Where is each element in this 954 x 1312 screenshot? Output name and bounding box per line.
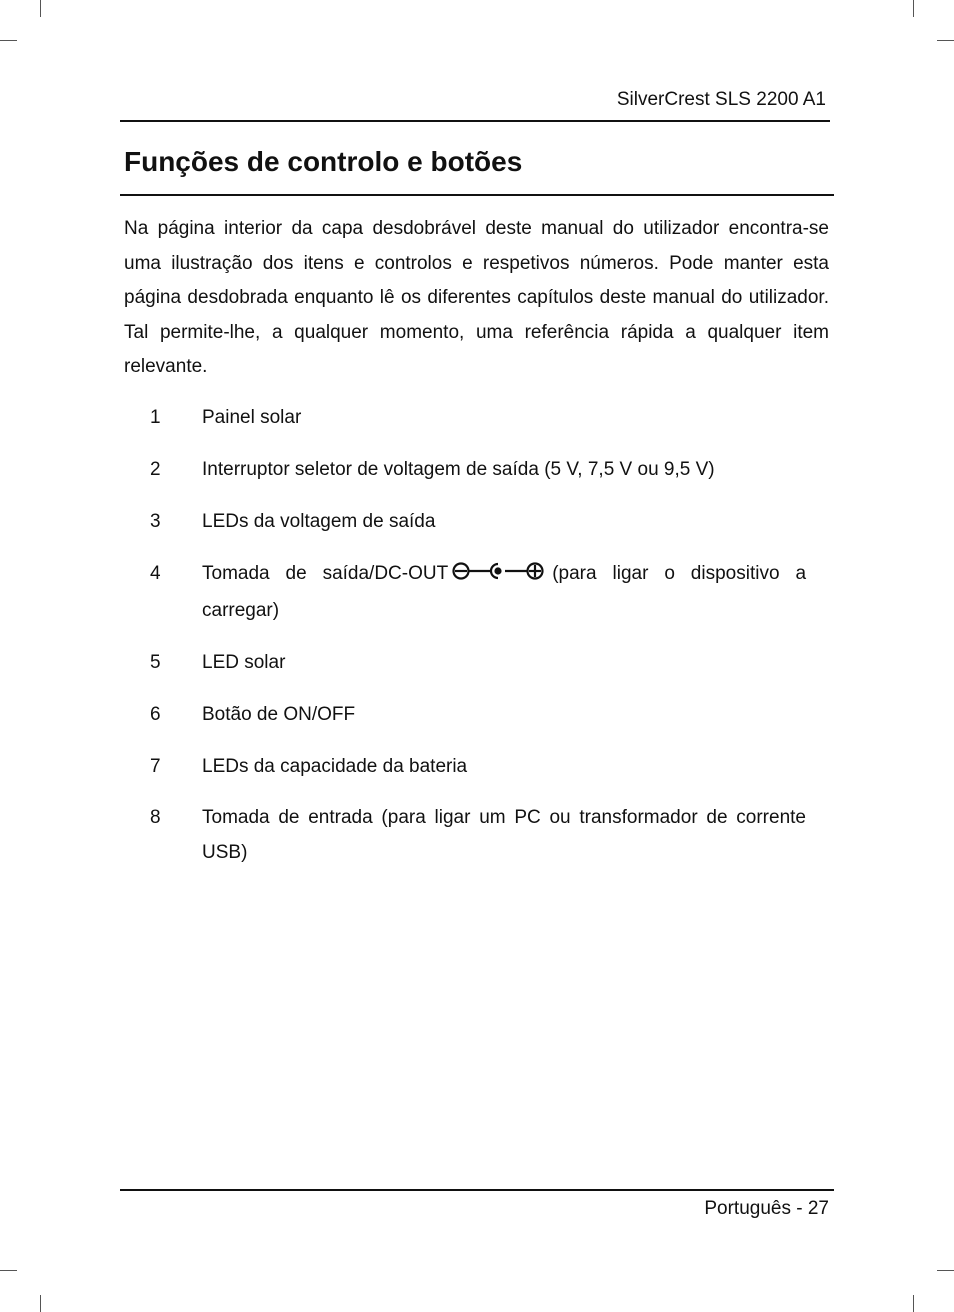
controls-list bbox=[124, 401, 806, 888]
crop-mark bbox=[40, 0, 41, 17]
section-title: Funções de controlo e botões bbox=[124, 146, 523, 177]
crop-mark bbox=[937, 40, 954, 41]
list-item bbox=[124, 750, 806, 785]
item-number: 1 bbox=[150, 407, 161, 428]
crop-mark bbox=[913, 0, 914, 17]
item-text-before: Tomada de saída/DC-OUT bbox=[202, 562, 449, 584]
crop-mark bbox=[913, 1295, 914, 1312]
item-text-after: (para ligar o dispositivo a carregar) bbox=[202, 562, 807, 621]
list-item bbox=[124, 401, 806, 436]
page-number: Português - 27 bbox=[704, 1198, 829, 1219]
list-item bbox=[124, 453, 806, 488]
item-text: Painel solar bbox=[202, 407, 302, 428]
list-item bbox=[124, 646, 806, 681]
list-item bbox=[124, 698, 806, 733]
crop-mark bbox=[0, 1270, 17, 1271]
list-item bbox=[124, 801, 806, 870]
crop-mark bbox=[937, 1270, 954, 1271]
item-number: 4 bbox=[150, 562, 161, 584]
item-text: Tomada de entrada (para ligar um PC ou transformador de corrente USB) bbox=[202, 807, 806, 864]
header-product-title: SilverCrest SLS 2200 A1 bbox=[616, 89, 826, 110]
section-title-rule bbox=[120, 194, 834, 196]
list-item bbox=[124, 557, 806, 628]
header-rule bbox=[120, 120, 830, 122]
crop-mark bbox=[40, 1295, 41, 1312]
item-number: 2 bbox=[150, 458, 161, 480]
crop-mark bbox=[0, 40, 17, 41]
item-text: LEDs da voltagem de saída bbox=[202, 510, 436, 532]
intro-paragraph: Na página interior da capa desdobrável deste manual do utilizador encontra-se uma ilustração dos itens e controlos e respetivos números. Pode manter esta página desdobrada enquanto lê os diferentes capítulos deste manual do utilizador. Tal permite-lhe, a qualquer momento, uma referência rápida a qualquer item relevante. bbox=[124, 218, 829, 378]
item-number: 3 bbox=[150, 510, 161, 532]
item-text: Botão de ON/OFF bbox=[202, 703, 356, 725]
item-text: Interruptor seletor de voltagem de saída (5 V, 7,5 V ou 9,5 V) bbox=[202, 458, 715, 480]
item-text bbox=[202, 557, 806, 628]
footer-rule bbox=[120, 1189, 834, 1191]
item-text: LED solar bbox=[202, 651, 286, 673]
list-item bbox=[124, 505, 806, 540]
item-text: LEDs da capacidade da bateria bbox=[202, 755, 468, 777]
item-number: 7 bbox=[150, 755, 161, 777]
item-number: 6 bbox=[150, 703, 161, 725]
item-number: 5 bbox=[150, 651, 161, 673]
dc-polarity-icon bbox=[452, 559, 544, 594]
item-number: 8 bbox=[150, 807, 161, 829]
